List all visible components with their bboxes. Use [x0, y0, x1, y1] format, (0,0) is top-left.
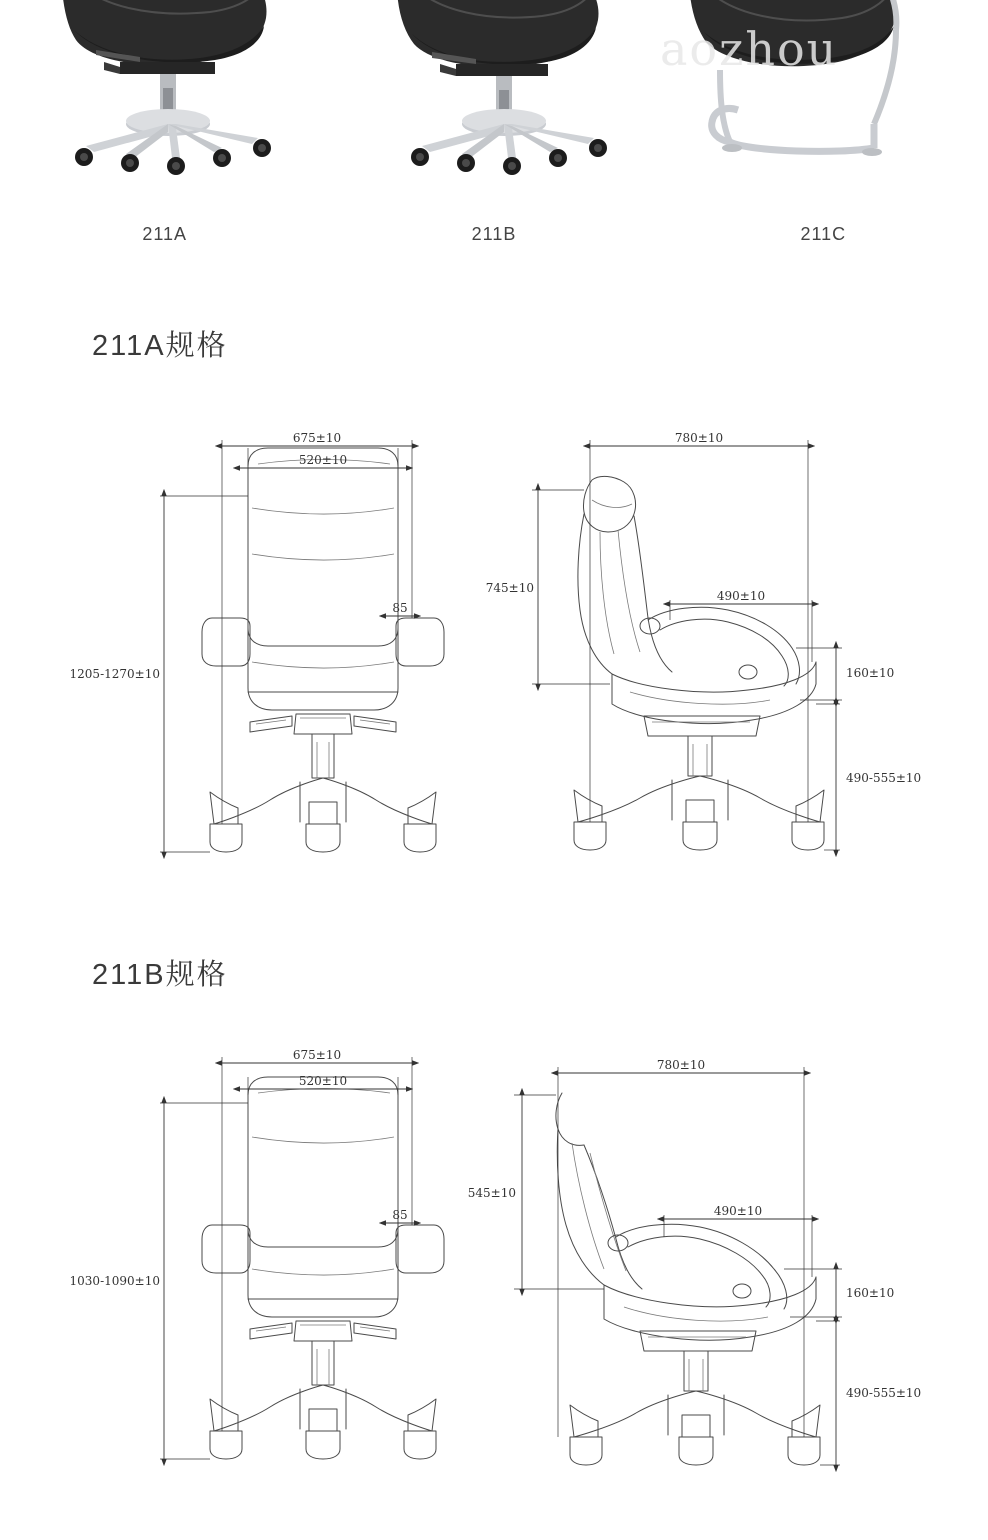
dim-side-arm-height-211a: 160±10 — [846, 666, 895, 680]
chair-211a-photo — [0, 0, 330, 200]
dim-front-top-width-211b: 675±10 — [292, 1048, 342, 1062]
caption-211b: 211B — [471, 224, 517, 244]
dim-front-top-width-211a: 675±10 — [292, 431, 342, 445]
watermark-text: aozhou — [660, 22, 839, 76]
dim-side-seat-depth-211a: 490±10 — [716, 589, 766, 603]
dim-side-depth-211b: 780±10 — [656, 1058, 706, 1072]
dim-front-total-height-211b: 1030-1090±10 — [69, 1274, 160, 1288]
spec-drawing-211b — [0, 1033, 988, 1503]
dim-side-depth-211a: 780±10 — [674, 431, 724, 445]
caption-211c: 211C — [800, 224, 847, 244]
dim-side-seat-depth-211b: 490±10 — [713, 1204, 763, 1218]
dim-front-total-height-211a: 1205-1270±10 — [69, 667, 160, 681]
dim-front-inner-width-211a: 520±10 — [298, 453, 348, 467]
dim-side-seat-height-211a: 490-555±10 — [846, 771, 922, 785]
dim-front-inner-width-211b: 520±10 — [298, 1074, 348, 1088]
dim-front-thickness-211b: 85 — [392, 1208, 408, 1222]
chair-211b-photo — [330, 0, 839, 200]
dim-side-arm-height-211b: 160±10 — [846, 1286, 895, 1300]
dim-side-back-height-211b: 545±10 — [467, 1186, 516, 1200]
dim-side-back-height-211a: 745±10 — [485, 581, 534, 595]
spec-drawing-211a — [0, 404, 988, 874]
product-photo-row — [0, 0, 988, 200]
chair-211c-photo — [660, 0, 988, 200]
dim-front-thickness-211a: 85 — [392, 601, 408, 615]
product-caption-row — [0, 224, 988, 245]
caption-211a: 211A — [142, 224, 188, 244]
dim-side-seat-height-211b: 490-555±10 — [846, 1386, 922, 1400]
section-title-211b: 211B规格 — [92, 959, 228, 991]
section-title-211a: 211A规格 — [92, 330, 228, 362]
